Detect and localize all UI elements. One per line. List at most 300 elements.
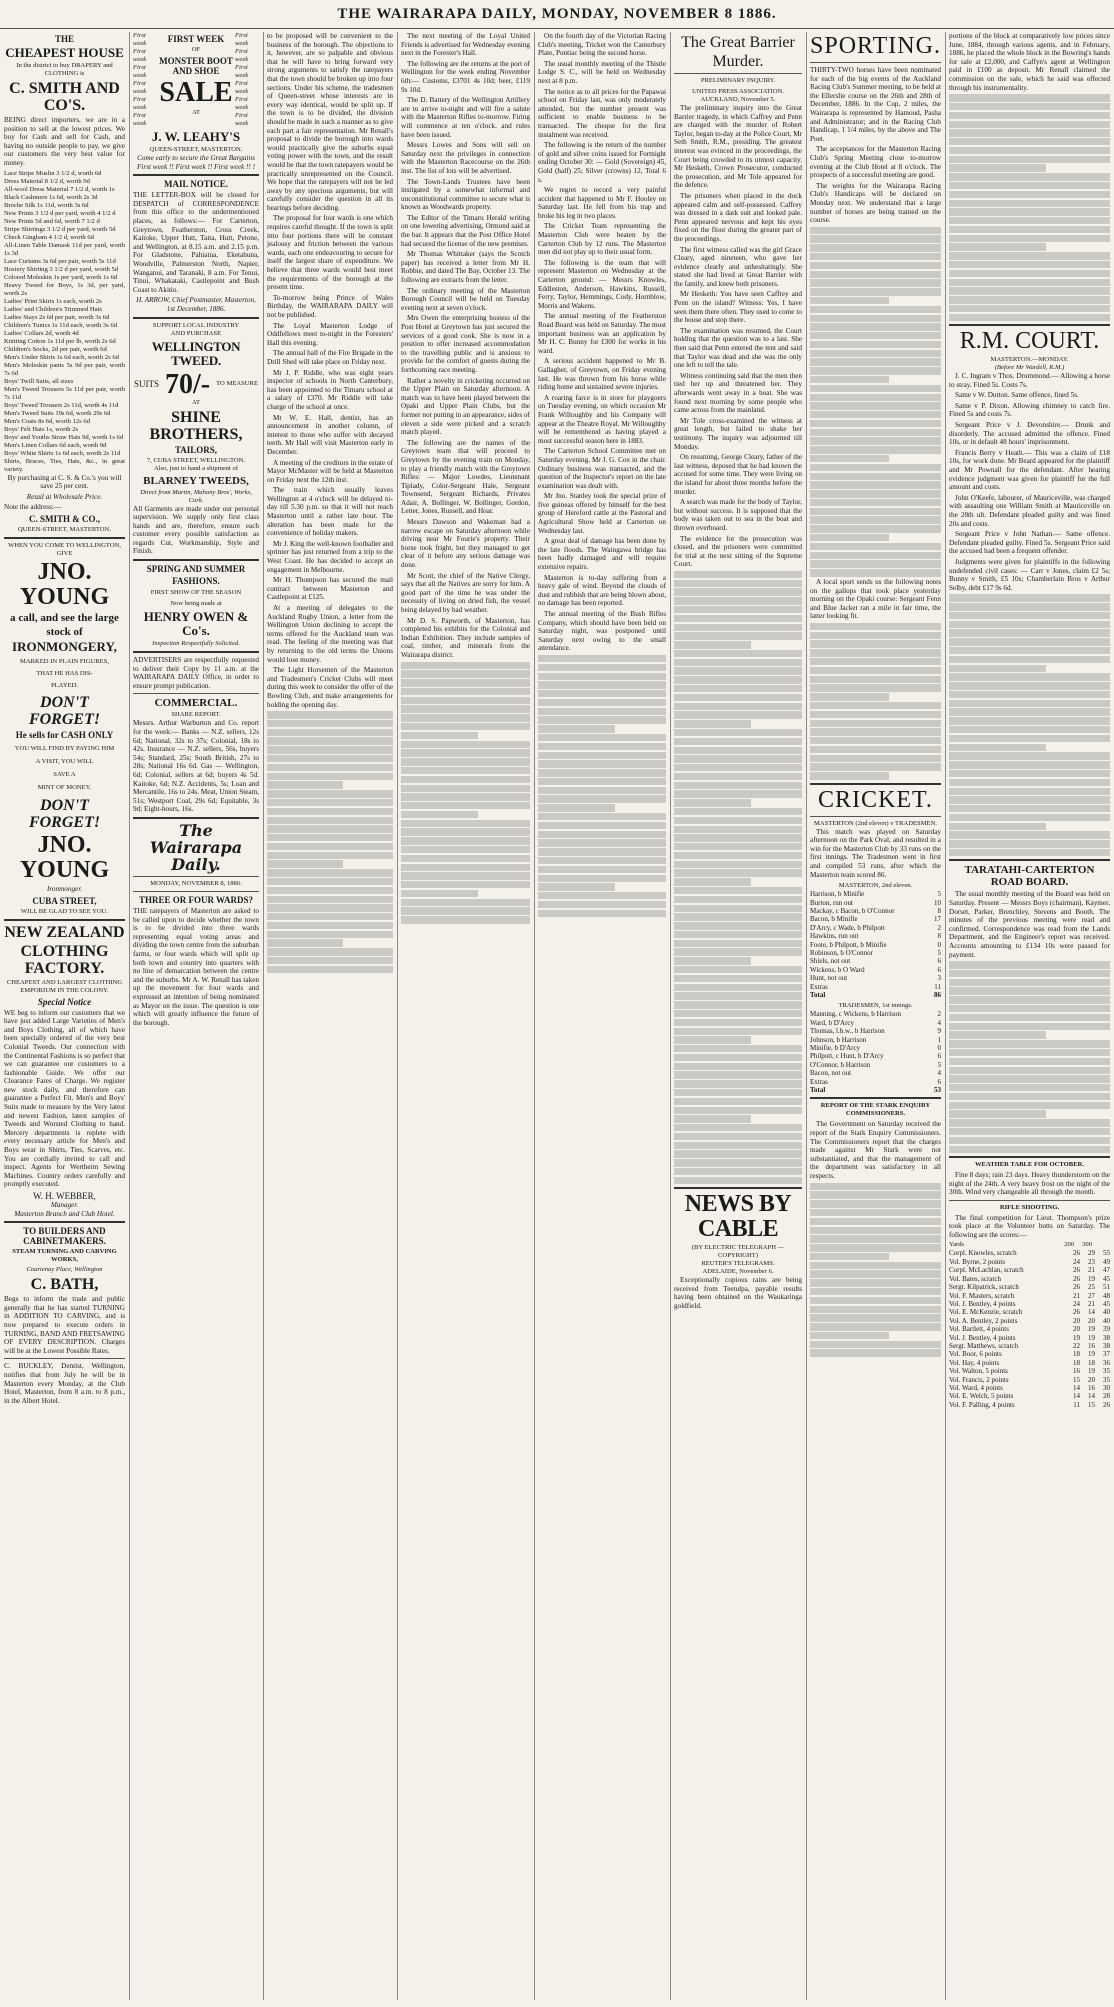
- score-value: 10: [934, 898, 941, 907]
- score-row: [810, 941, 941, 949]
- score-name: Hunt, not out: [810, 974, 848, 983]
- text-line: [401, 837, 530, 844]
- score-value: 18: [1073, 1350, 1080, 1359]
- score-row: [949, 1266, 1110, 1274]
- text-line: [810, 1332, 889, 1339]
- ad-line: A VISIT, YOU WILL: [35, 757, 94, 765]
- text-line: [674, 703, 802, 710]
- sale-title: OF: [191, 46, 201, 53]
- text-line: [949, 970, 1110, 977]
- article-paragraph: Mr H. Thompson has secured the mail contract between Masterton and Castlepoint at £125.: [267, 576, 393, 602]
- ad-title: NEW ZEALAND: [4, 923, 125, 941]
- text-line: [810, 1297, 941, 1304]
- text-line: [401, 741, 530, 748]
- scorecard: [810, 890, 941, 991]
- text-line: [810, 632, 941, 639]
- score-row: [810, 1069, 941, 1077]
- ad-title: STEAM TURNING AND CARVING WORKS,: [12, 1248, 117, 1264]
- text-line: [401, 749, 530, 756]
- text-line: [949, 112, 1110, 119]
- price-list-item: All-Linen Table Damask 11d per yard, worth 1s 3d: [4, 241, 125, 257]
- section-title: MAIL NOTICE.: [163, 179, 228, 190]
- score-values: [1073, 1258, 1110, 1266]
- ad-title: CHEAPEST HOUSE: [5, 45, 124, 60]
- text-line: [810, 1227, 941, 1234]
- text-line: [949, 129, 1110, 136]
- text-line: [267, 746, 393, 753]
- text-line: [810, 446, 941, 453]
- text-line: [538, 769, 666, 776]
- price-list-item: Black Cashmere 1s 6d, worth 2s 3d: [4, 193, 98, 201]
- court-paragraph: Same v P. Dixon. Allowing chimney to catch fire. Fined 5s and costs 7s.: [949, 401, 1110, 419]
- text-line: [267, 781, 343, 788]
- text-line: [674, 922, 802, 929]
- text-line: [810, 1341, 941, 1348]
- text-line: [401, 820, 530, 827]
- score-values: [938, 1010, 942, 1018]
- text-line: [674, 694, 802, 701]
- divider: [674, 1187, 802, 1189]
- score-row: [949, 1308, 1110, 1316]
- ad-line: WILL BE GLAD TO SEE YOU.: [20, 907, 109, 915]
- text-line: [538, 787, 666, 794]
- text-line: [949, 961, 1110, 968]
- text-line: [949, 103, 1110, 110]
- ad-title: THE: [54, 34, 74, 44]
- score-name: Extras: [810, 982, 828, 991]
- text-line: [538, 778, 666, 785]
- section-headline: SPORTING.: [810, 33, 941, 59]
- article-paragraph: The train which usually leaves Wellington at 4 o'clock will be delayed to-day till 5.30 p.m. so that it will not reach Masterton until a rather late hour. The alteration has been made for the convenience of holiday makers.: [267, 486, 393, 538]
- text-line: [267, 834, 393, 841]
- price-list-item: Heavy Tweed for Boys, 1s 3d, per yard, worth 2s: [4, 281, 125, 297]
- price-list-item: Ladies' and Children's Trimmed Hats: [4, 305, 102, 313]
- text-line: [401, 697, 530, 704]
- column-1: [4, 32, 125, 2000]
- ad-line: DON'T FORGET!: [28, 693, 101, 728]
- article-paragraph: Mr J. King the well-known footballer and sprinter has just returned from a trip to the West Coast. He has decided to accept an engagement in Melbourne.: [267, 539, 393, 574]
- rifle-header-label: Yards: [949, 1241, 965, 1249]
- text-line: [810, 227, 941, 234]
- text-line: [267, 843, 393, 850]
- text-line: [810, 1183, 941, 1190]
- divider: [133, 817, 259, 819]
- text-line: [267, 922, 393, 929]
- text-line: [949, 314, 1110, 321]
- text-line: [810, 1323, 941, 1330]
- score-name: Vol. F. Palling, 4 points: [949, 1400, 1015, 1409]
- text-line: [267, 729, 393, 736]
- price-list-item: Men's Moleskin pants 5s 9d per pair, worth 7s 6d: [4, 361, 125, 377]
- text-line: [949, 691, 1110, 698]
- text-line: [810, 534, 889, 541]
- article-paragraph: The Town-Lands Trustees have been instigated by a somewhat informal and unconstitutional committee to secure what is known as Woodwards property.: [401, 177, 530, 212]
- score-value: 6: [937, 1052, 941, 1061]
- sport-paragraph: THIRTY-TWO horses have been nominated for each of the big events of the Auckland Racing Club's Summer meeting, to be held at the Ellerslie course on the 26th and 28th of December, 1886. In the Cup, 2 miles, the Wairarapa is represented by Hamoud, Pasha and Administrator; and in the Racing Club Handicap, 1 1/4 miles, by the above and The Poet.: [810, 66, 941, 143]
- ad-line: AT: [191, 398, 201, 406]
- text-filler: [949, 94, 1110, 321]
- text-line: [949, 1040, 1110, 1047]
- score-value: 24: [1073, 1299, 1080, 1308]
- score-values: [938, 1061, 942, 1069]
- text-line: [810, 772, 889, 779]
- score-values: [938, 907, 942, 915]
- text-line: [267, 896, 393, 903]
- article-paragraph: Mr D. S. Papworth, of Masterton, has completed his exhibits for the Colonial and Indian Exhibition. They include samples of coal, timber, and minerals from the Wairarapa district.: [401, 616, 530, 659]
- section-headline: R.M. COURT.: [959, 328, 1100, 355]
- text-line: [949, 823, 1046, 830]
- court-paragraph: Same v W. Dutton. Same offence, fined 5s.: [955, 391, 1079, 400]
- article-paragraph: portions of the block at comparatively low prices since June, 1884, through various agents, and in February, 1886, he placed the whole block in the Bowring's hands for sale at £2,000, and Caffyn's agent at Wellington paid in £100 as deposit. Mr Renall claimed the commission on the sale, which he said was effected through his instrumentality.: [949, 32, 1110, 92]
- score-value: 15: [1088, 1400, 1095, 1409]
- text-line: [949, 996, 1110, 1003]
- text-line: [674, 615, 802, 622]
- score-name: Foote, b Philpott, b Minifie: [810, 940, 887, 949]
- text-line: [674, 1054, 802, 1061]
- price-list-item: Children's Tunics 1s 11d each, worth 3s 6d: [4, 321, 118, 329]
- text-line: [267, 799, 393, 806]
- text-line: [674, 729, 802, 736]
- score-value: 30: [1103, 1383, 1110, 1392]
- text-line: [674, 641, 751, 648]
- column-8: [949, 32, 1110, 2000]
- divider: [949, 324, 1110, 326]
- text-line: [538, 664, 666, 671]
- score-value: 49: [1103, 1257, 1110, 1266]
- text-line: [267, 939, 343, 946]
- text-line: [949, 200, 1110, 207]
- article-paragraph: Mr Thomas Whittaker (says the Scotch paper) has received a letter from Mr H. Robbie, and dated The Bay, October 13. The following are extracts from the letter.: [401, 250, 530, 285]
- sale-firm: J. W. LEAHY'S: [151, 129, 241, 144]
- sale-title: FIRST WEEK: [167, 34, 225, 44]
- ad-subtitle: Special Notice: [37, 996, 92, 1007]
- text-line: [401, 662, 530, 669]
- text-line: [949, 147, 1110, 154]
- news-dateline: ADELAIDE, November 6.: [702, 1268, 774, 1276]
- match-title: MASTERTON (2nd eleven) v TRADESMEN.: [814, 819, 937, 827]
- score-value: 26: [1073, 1249, 1080, 1258]
- text-line: [810, 244, 941, 251]
- price-list-item: Boys' White Shirts 1s 6d each, worth 2s 11d: [4, 449, 121, 457]
- score-name: Thomas, l.b.w., b Harrison: [810, 1027, 885, 1036]
- text-line: [949, 987, 1110, 994]
- text-line: [267, 966, 393, 973]
- text-line: [674, 755, 802, 762]
- text-line: [674, 606, 802, 613]
- news-paragraph: Exceptionally copious rains are being received from Teetulpa, payable results having been obtained on the Waukaringa goldfield.: [674, 1276, 802, 1310]
- score-row: [949, 1300, 1110, 1308]
- paper-title: The Wairarapa Daily.: [149, 820, 243, 874]
- score-values: [938, 1036, 942, 1044]
- article-paragraph: Witness continuing said that the men then tied her up and threatened her. They afterwards went away in a boat. She was found next morning by some people who came across from the mainland.: [674, 371, 802, 415]
- text-line: [949, 752, 1110, 759]
- score-value: 28: [1103, 1392, 1110, 1401]
- score-name: O'Connor, b Harrison: [810, 1060, 871, 1069]
- text-line: [949, 840, 1110, 847]
- text-line: [674, 852, 802, 859]
- text-line: [267, 957, 393, 964]
- text-line: [949, 261, 1110, 268]
- sale-week-label: First week: [235, 80, 249, 95]
- text-line: [810, 649, 941, 656]
- text-line: [810, 560, 941, 567]
- ad-line: Now being made at: [170, 600, 222, 608]
- score-name: Vol. Hay, 4 points: [949, 1358, 1000, 1367]
- text-line: [674, 1045, 802, 1052]
- score-row: [949, 1292, 1110, 1300]
- score-name: Harrison, b Minifie: [810, 890, 865, 899]
- score-name: Vol. J. Bentley, 4 points: [949, 1333, 1016, 1342]
- score-value: 38: [1103, 1341, 1110, 1350]
- text-line: [401, 776, 530, 783]
- text-line: [674, 861, 802, 868]
- total-label: Total: [810, 1086, 826, 1095]
- score-value: 9: [937, 1027, 941, 1036]
- score-name: Shiels, not out: [810, 957, 851, 966]
- score-value: 8: [937, 932, 941, 941]
- text-line: [810, 279, 941, 286]
- text-line: [949, 831, 1110, 838]
- score-value: 11: [934, 982, 941, 991]
- ad-line: AND PURCHASE: [170, 329, 222, 337]
- text-line: [674, 624, 802, 631]
- text-line: [949, 665, 1046, 672]
- text-line: [401, 890, 478, 897]
- score-name: Vol. E. McKenzie, scratch: [949, 1308, 1023, 1317]
- text-line: [949, 1084, 1110, 1091]
- price-list-item: Men's Under Shirts 1s 6d each, worth 2s 6d: [4, 353, 119, 361]
- text-line: [810, 711, 941, 718]
- score-value: 26: [1073, 1266, 1080, 1275]
- score-row: [949, 1367, 1110, 1375]
- article-paragraph: The usual monthly meeting of the Thistle Lodge S. C., will be held on Wednesday next at 8 p.m.: [538, 59, 666, 85]
- text-line: [949, 594, 1110, 601]
- text-line: [810, 508, 941, 515]
- divider: [133, 693, 259, 694]
- text-line: [674, 676, 802, 683]
- text-line: [401, 723, 530, 730]
- score-value: 20: [1073, 1316, 1080, 1325]
- sale-title: SALE: [159, 77, 233, 108]
- section-headline: NEWS BY CABLE: [684, 1191, 792, 1243]
- score-value: 37: [1103, 1350, 1110, 1359]
- text-line: [949, 1102, 1110, 1109]
- text-line: [810, 1191, 941, 1198]
- text-line: [401, 864, 530, 871]
- score-value: 27: [1088, 1291, 1095, 1300]
- sale-week-label: First week: [133, 64, 147, 79]
- text-line: [401, 767, 530, 774]
- text-line: [674, 905, 802, 912]
- article-paragraph: On the fourth day of the Victorian Racing Club's meeting, Tricket won the Canterbury Plate, Pontiac being the second horse.: [538, 32, 666, 58]
- article-paragraph: The Cricket Team representing the Masterton Club were beaten by the Carterton Club by 12 runs. The Masterton men did not play up to their usual form.: [538, 222, 666, 257]
- score-value: 3: [937, 974, 941, 983]
- text-line: [538, 892, 666, 899]
- text-line: [538, 822, 666, 829]
- article-paragraph: Masterton is to-day suffering from a heavy gale of wind. Beyond the clouds of dust and rubbish that are being blown about, no damage has been reported.: [538, 573, 666, 608]
- text-line: [674, 1177, 802, 1184]
- ad-address: QUEEN-STREET, MASTERTON.: [18, 525, 111, 533]
- score-values: [1073, 1317, 1110, 1325]
- score-values: [1073, 1367, 1110, 1375]
- article-paragraph: On resuming, George Cleary, father of the last witness, deposed that he had known the accused for some time. They were living on the island for about three months before the murder.: [674, 453, 802, 496]
- ad-line: DON'T FORGET!: [28, 796, 101, 831]
- text-line: [810, 1209, 941, 1216]
- article-paragraph: The proposal for four wards is one which requires careful thought. If the town is split into four portions there will be constant jealousy and friction between the various wards, each one endeavouring to secure for itself the largest share of expenditure. We believe that three wards would best meet the requirements of the borough at the present time.: [267, 214, 393, 292]
- section-headline: CRICKET.: [818, 786, 933, 813]
- text-line: [949, 979, 1110, 986]
- article-paragraph: Rather a novelty in cricketing occurred on the Upper Plain on Saturday afternoon. A match was to have been played between the Opaki and Upper Plain Clubs, but the former not putting in an appearance, sides of eleven a side were picked and a scratch match played.: [401, 376, 530, 437]
- price-list-item: Lace Curtains 3s 6d per pair, worth 5s 11d: [4, 257, 116, 265]
- text-line: [538, 725, 615, 732]
- text-line: [949, 270, 1110, 277]
- score-row: [810, 1061, 941, 1069]
- text-line: [810, 297, 889, 304]
- score-name: Sergt. Matthews, scratch: [949, 1341, 1019, 1350]
- score-value: 19: [1073, 1333, 1080, 1342]
- text-line: [810, 1279, 941, 1286]
- article-paragraph: A meeting of the creditors in the estate of Mayor McMaster will be held at Masterton on Friday next the 12th inst.: [267, 458, 393, 484]
- score-value: 2: [937, 1010, 941, 1019]
- ad-line: Direct from Martin, Mahony Bros', Works, Cork.: [140, 488, 252, 504]
- text-line: [674, 659, 802, 666]
- score-row: [949, 1401, 1110, 1409]
- text-line: [674, 580, 802, 587]
- text-line: [674, 667, 802, 674]
- score-values: [938, 966, 942, 974]
- text-line: [674, 1063, 802, 1070]
- text-line: [538, 760, 666, 767]
- rifle-header-values: [1064, 1241, 1110, 1249]
- column-rule: [945, 32, 946, 2000]
- ad-line: He sells for CASH ONLY: [15, 729, 114, 740]
- score-row: [810, 966, 941, 974]
- score-value: 24: [1073, 1257, 1080, 1266]
- sale-left-list: [133, 32, 157, 128]
- text-line: [538, 831, 666, 838]
- text-line: [810, 720, 941, 727]
- text-line: [949, 682, 1110, 689]
- text-line: [674, 685, 802, 692]
- score-name: Vol. F. Masters, scratch: [949, 1291, 1015, 1300]
- divider: [810, 783, 941, 785]
- article-paragraph: The evidence for the prosecution was closed, and the prisoners were committed for trial at the next sitting of the Supreme Court.: [674, 534, 802, 569]
- price-row: [133, 370, 259, 399]
- score-name: Burton, run out: [810, 898, 853, 907]
- text-line: [810, 499, 941, 506]
- price-list-item: Ladies Stays 2s 6d per pair, worth 3s 6d: [4, 313, 110, 321]
- text-filler: [674, 571, 802, 1184]
- text-line: [810, 755, 941, 762]
- text-line: [949, 156, 1110, 163]
- ad-firm-name: HENRY OWEN & Co's.: [143, 609, 249, 639]
- score-row: [949, 1359, 1110, 1367]
- text-line: [949, 173, 1110, 180]
- sale-right-list: [235, 32, 259, 128]
- score-values: [1073, 1292, 1110, 1300]
- ad-signature: W. H. WEBBER,: [33, 1191, 96, 1201]
- price-list-item: New Prints 3 1/2 d per yard, worth 4 1/2 d: [4, 209, 116, 217]
- text-line: [401, 732, 478, 739]
- price-list-item: Check Gingham 4 1/2 d, worth 6d: [4, 233, 94, 241]
- text-line: [949, 1119, 1110, 1126]
- ad-line: Ironmonger.: [46, 884, 83, 893]
- score-values: [1073, 1392, 1110, 1400]
- score-row: [810, 1027, 941, 1035]
- article-paragraph: The following are the returns at the port of Wellington for the week ending November 6th:— Customs, £3701 4s 10d; beer, £119 9s 10d.: [401, 59, 530, 94]
- text-line: [949, 1075, 1110, 1082]
- rifle-scores: [949, 1249, 1110, 1409]
- ad-line: THAT HE HAS DIS-: [36, 669, 93, 677]
- article-paragraph: A search was made for the body of Taylor, but without success. It is supposed that the body was taken out to sea in the boat and thrown overboard.: [674, 498, 802, 532]
- text-line: [949, 138, 1110, 145]
- score-name: Corpl. McLachlan, scratch: [949, 1266, 1024, 1275]
- text-line: [267, 808, 393, 815]
- text-line: [810, 306, 941, 313]
- score-values: [938, 949, 942, 957]
- ad-line: a call, and see the large: [10, 611, 119, 624]
- score-row: [949, 1283, 1110, 1291]
- divider: [133, 891, 259, 892]
- price-list-item: Broche Silk 1s 11d, worth 3s 6d: [4, 201, 89, 209]
- score-value: 6: [937, 1077, 941, 1086]
- total-label: Total: [810, 991, 826, 1000]
- score-value: 23: [1088, 1257, 1095, 1266]
- text-line: [810, 1270, 941, 1277]
- score-value: 39: [1103, 1325, 1110, 1334]
- score-value: 26: [1073, 1283, 1080, 1292]
- sale-title: AT: [191, 109, 201, 116]
- suits-label: SUITS: [134, 379, 160, 389]
- text-line: [674, 1142, 802, 1149]
- score-values: [938, 1078, 942, 1086]
- ad-line: SUPPORT LOCAL INDUSTRY: [152, 321, 240, 329]
- score-name: Bacon, b Minifie: [810, 915, 858, 924]
- ad-firm-name: C. SMITH AND CO'S.: [9, 80, 120, 114]
- text-line: [267, 931, 393, 938]
- score-value: 19: [1088, 1367, 1095, 1376]
- text-line: [810, 376, 889, 383]
- text-line: [810, 367, 941, 374]
- text-line: [810, 1200, 941, 1207]
- text-line: [810, 640, 941, 647]
- score-values: [1073, 1249, 1110, 1257]
- cricket-paragraph: This match was played on Saturday afternoon on the Park Oval, and resulted in a win for the Masterton Club by 33 runs on the first innings. The Tradesmen went in first and compiled 53 runs, after which the Masterton team scored 86.: [810, 827, 941, 879]
- text-line: [810, 1244, 941, 1251]
- text-line: [538, 708, 666, 715]
- text-line: [674, 896, 802, 903]
- text-line: [401, 785, 530, 792]
- text-line: [674, 1036, 751, 1043]
- text-line: [674, 878, 751, 885]
- text-line: [810, 684, 941, 691]
- price-list: [4, 170, 125, 474]
- score-values: [1073, 1325, 1110, 1333]
- score-value: 5: [937, 890, 941, 899]
- sale-week-label: First week: [133, 48, 147, 63]
- total-value: 86: [934, 991, 941, 1000]
- section-title: COMMERCIAL.: [154, 697, 238, 710]
- text-line: [810, 473, 941, 480]
- score-values: [1073, 1342, 1110, 1350]
- sport-paragraph: The weights for the Wairarapa Racing Club's Handicaps will be declared on Monday next. We understand that a large number of horses are being trained on the course.: [810, 181, 941, 225]
- divider: [810, 816, 941, 817]
- text-line: [674, 1001, 802, 1008]
- text-line: [810, 676, 941, 683]
- text-line: [401, 916, 530, 923]
- text-line: [674, 1080, 802, 1087]
- text-line: [949, 717, 1110, 724]
